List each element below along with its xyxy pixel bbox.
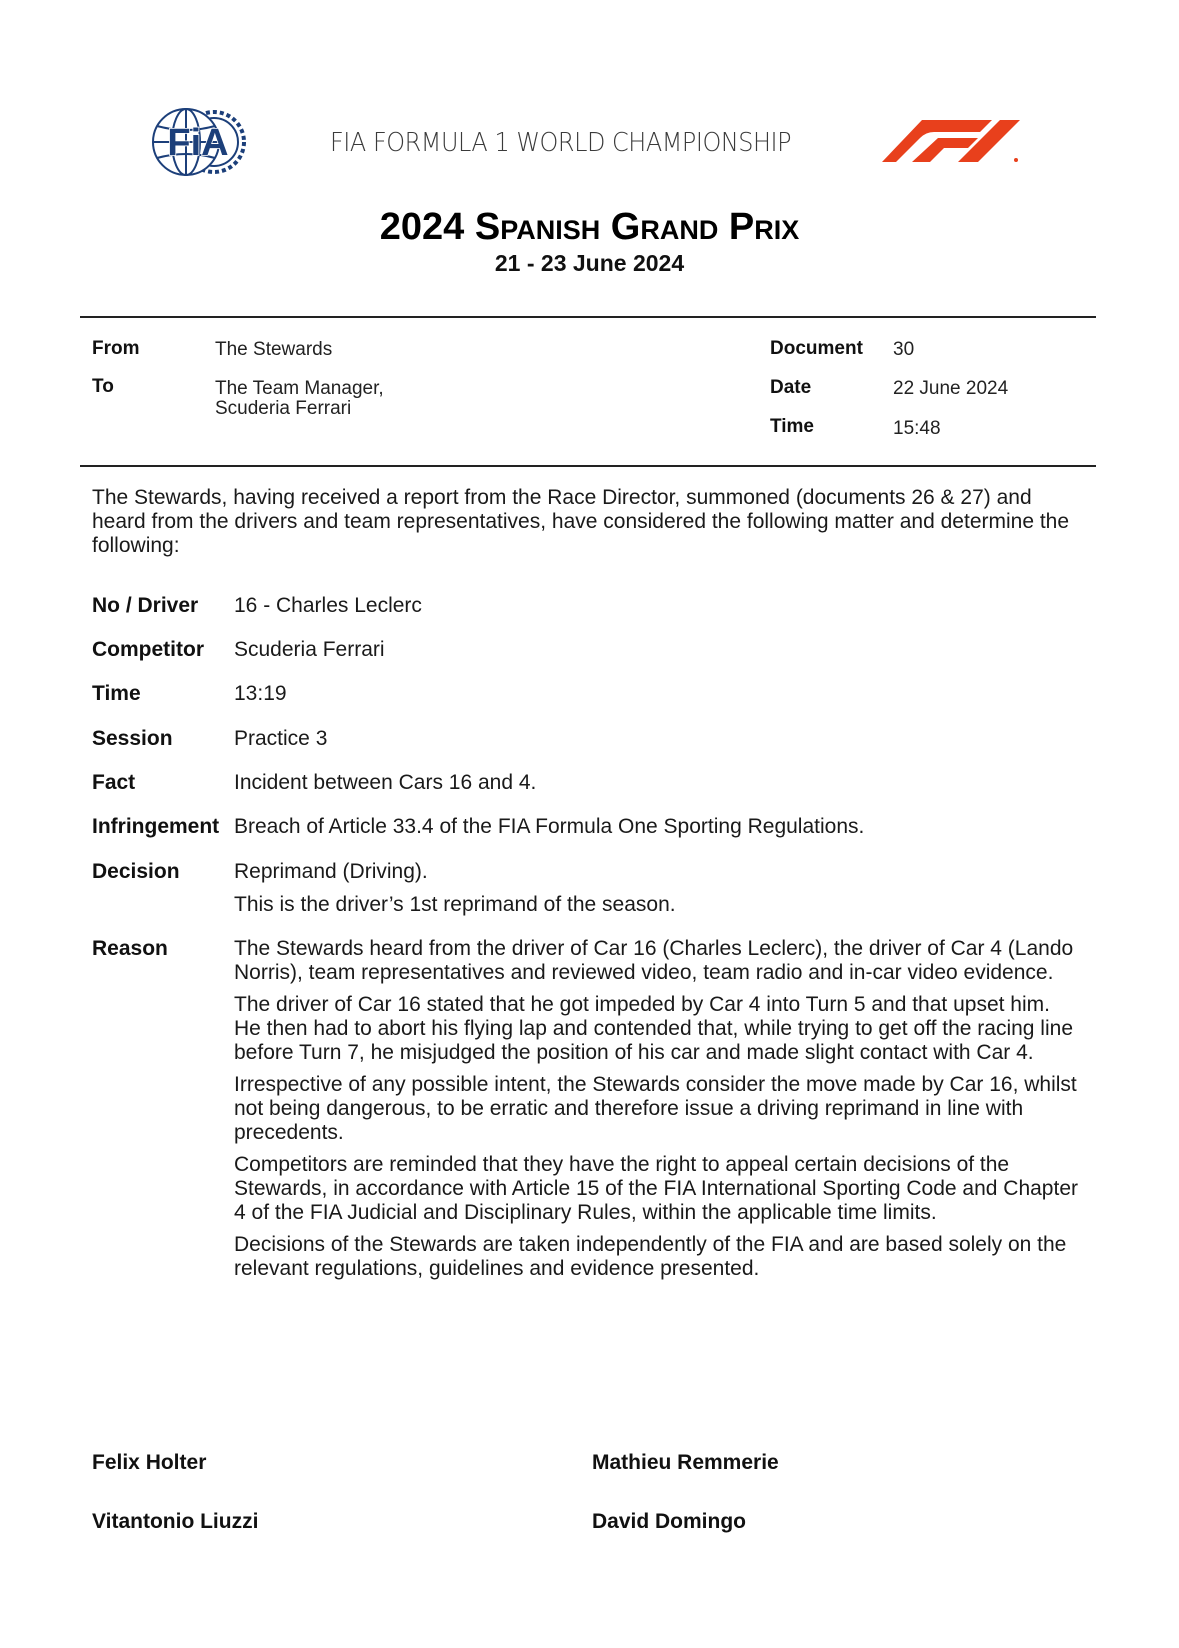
from-label: From xyxy=(92,338,140,359)
competitor-label: Competitor xyxy=(92,638,204,661)
steward-name: David Domingo xyxy=(592,1510,747,1533)
decision-note: This is the driver’s 1st reprimand of the season. xyxy=(234,893,676,916)
event-name-word2: Grand xyxy=(610,206,719,248)
event-year: 2024 xyxy=(379,206,465,248)
steward-name: Felix Holter xyxy=(92,1451,207,1474)
event-name-word1: Spanish xyxy=(474,206,601,248)
decision-label: Decision xyxy=(92,860,180,883)
steward-name: Vitantonio Liuzzi xyxy=(92,1510,259,1533)
incident-time-value: 13:19 xyxy=(234,682,287,705)
reason-paragraph: Competitors are reminded that they have the right to appeal certain decisions of the Stewards, in accordance with Article 15 of the FIA International Sporting Code and Chapter 4 of the FIA Judicial and Disciplinary Rules, within the applicable time limits. xyxy=(234,1153,1078,1224)
infringement-label: Infringement xyxy=(92,815,220,838)
steward-name: Mathieu Remmerie xyxy=(592,1451,779,1474)
fact-label: Fact xyxy=(92,771,136,794)
reason-label: Reason xyxy=(92,937,168,960)
date-label: Date xyxy=(770,377,812,398)
to-value-line2: Scuderia Ferrari xyxy=(215,398,352,419)
time-label: Time xyxy=(770,416,815,437)
document-label: Document xyxy=(770,338,863,359)
driver-value: 16 - Charles Leclerc xyxy=(234,594,422,617)
to-value-line1: The Team Manager, xyxy=(215,378,384,399)
fia-logo-icon xyxy=(150,106,250,178)
reason-paragraph: The driver of Car 16 stated that he got impeded by Car 4 into Turn 5 and that upset him. He then had to abort his flying lap and contended that, while trying to get off the racing line before Turn 7, he misjudged the position of his car and made slight contact with Car 4. xyxy=(234,993,1073,1064)
incident-time-label: Time xyxy=(92,682,141,705)
from-value: The Stewards xyxy=(215,339,333,360)
competitor-value: Scuderia Ferrari xyxy=(234,638,385,661)
reason-paragraph: Decisions of the Stewards are taken independently of the FIA and are based solely on the relevant regulations, guidelines and evidence presented. xyxy=(234,1233,1067,1280)
f1-logo-icon xyxy=(882,120,1022,164)
reason-paragraph: Irrespective of any possible intent, the Stewards consider the move made by Car 16, whilst not being dangerous, to be erratic and therefore issue a driving reprimand in line with precedents. xyxy=(234,1073,1077,1144)
decision-value: Reprimand (Driving). xyxy=(234,860,428,883)
reason-paragraph: The Stewards heard from the driver of Car 16 (Charles Leclerc), the driver of Car 4 (Lando Norris), team representatives and reviewed video, team radio and in-car video evidence. xyxy=(234,937,1074,984)
event-dates: 21 - 23 June 2024 xyxy=(494,250,685,276)
session-label: Session xyxy=(92,727,173,750)
time-value: 15:48 xyxy=(893,418,941,439)
driver-label: No / Driver xyxy=(92,594,199,617)
infringement-value: Breach of Article 33.4 of the FIA Formula One Sporting Regulations. xyxy=(234,815,865,838)
date-value: 22 June 2024 xyxy=(893,378,1009,399)
divider-bottom xyxy=(80,465,1096,467)
fact-value: Incident between Cars 16 and 4. xyxy=(234,771,537,794)
event-title xyxy=(0,206,1179,249)
document-value: 30 xyxy=(893,339,915,360)
divider-top xyxy=(80,316,1096,318)
to-label: To xyxy=(92,376,114,397)
championship-title: FIA FORMULA 1 WORLD CHAMPIONSHIP xyxy=(330,128,792,158)
session-value: Practice 3 xyxy=(234,727,328,750)
intro-paragraph: The Stewards, having received a report from the Race Director, summoned (documents 26 & 27) and heard from the drivers and team representatives, have considered the following matter and determine the following: xyxy=(92,486,1070,557)
svg-text:FiA: FiA xyxy=(167,122,229,164)
event-name-word3: Prix xyxy=(728,206,800,248)
to-value xyxy=(215,379,384,419)
reason-body xyxy=(234,937,1079,1289)
